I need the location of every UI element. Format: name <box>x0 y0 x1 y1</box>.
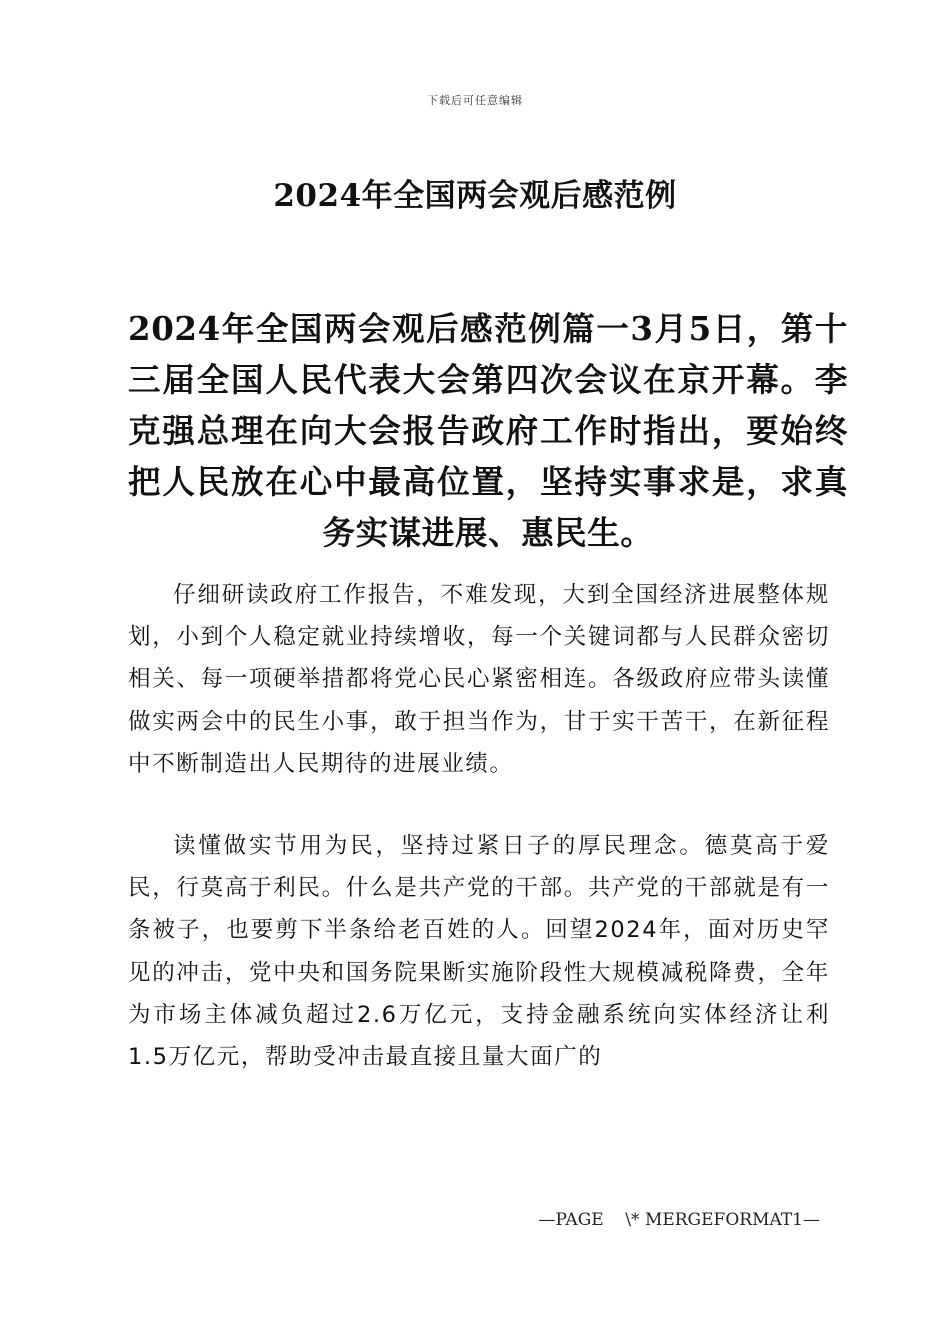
header-note: 下载后可任意编辑 <box>427 94 523 107</box>
document-title: 2024年全国两会观后感范例 <box>273 178 677 214</box>
section-heading: 2024年全国两会观后感范例篇一3月5日，第十三届全国人民代表大会第四次会议在京开幕。李克强总理在向大会报告政府工作时指出，要始终把人民放在心中最高位置，坚持实事求是，求真务实谋进展、惠民生。 <box>128 309 848 552</box>
body-paragraph: 读懂做实节用为民，坚持过紧日子的厚民理念。德莫高于爱民，行莫高于利民。什么是共产党的干部。共产党的干部就是有一条被子，也要剪下半条给老百姓的人。回望2024年，面对历史罕见的冲击，党中央和国务院果断实施阶段性大规模减税降费，全年为市场主体减负超过2.6万亿元，支持金融系统向实体经济让利1.5万亿元，帮助受冲击最直接且量大面广的 <box>128 833 830 1071</box>
body-paragraph: 仔细研读政府工作报告，不难发现，大到全国经济进展整体规划，小到个人稳定就业持续增收，每一个关键词都与人民群众密切相关、每一项硬举措都将党心民心紧密相连。各级政府应带头读懂做实两会中的民生小事，敢于担当作为，甘于实干苦干，在新征程中不断制造出人民期待的进展业绩。 <box>128 582 830 777</box>
page-footer: —PAGE \* MERGEFORMAT1— <box>538 1210 820 1230</box>
